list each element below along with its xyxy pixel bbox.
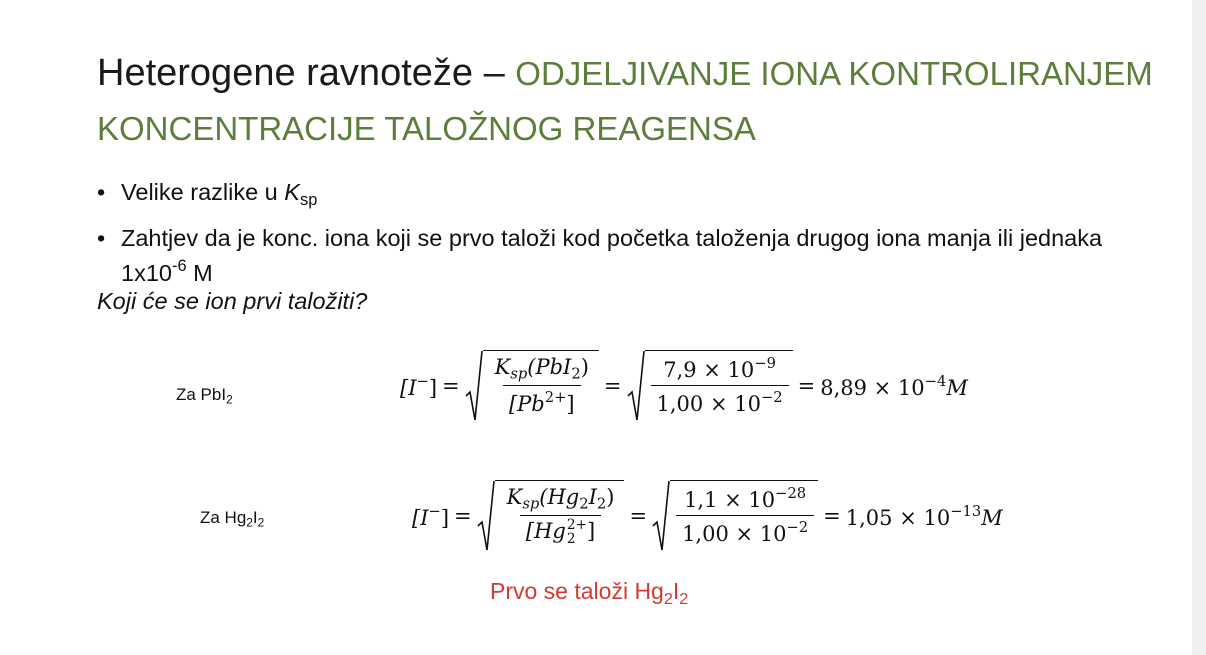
ion-concentration: [I−]: [412, 502, 450, 530]
sqrt-values: $\frac{1,1 \times 10^{-28}}{1,00 \times 10^{-2}}$: [652, 480, 818, 552]
sqrt-ksp: $\frac{K_{sp}(PbI_2)}{[Pb^{2+}]}$: [465, 350, 599, 422]
result-pbi2: $8,89 \times 10^{-4}M$: [820, 372, 968, 400]
conclusion: Prvo se taloži $Hg_2I_2$: [490, 578, 689, 608]
bullet-requirement: • Zahtjev da je konc. iona koji se prvo taloži kod početka taloženja drugog iona manja ili jednaka $1x10^{-6}$ M: [97, 224, 1103, 286]
bullet-list: [97, 178, 1117, 297]
radical-icon: [477, 480, 495, 552]
question: Koji će se ion prvi taložiti?: [97, 288, 368, 314]
radical-icon: [627, 350, 645, 422]
label-pbi2: Za PbI$_2$: [176, 385, 233, 407]
equation-hg2i2: [I−] = $K_{sp}(Hg_2I_2)$ [Hg 2+ 2 ] = $\frac{1,1 \times 10^{-28}}{1,00 \times 10^{-2}}$ = $1,05 \times 10^{-13}M$: [412, 480, 1003, 552]
bullet-ksp: • Velike razlike u $K_{sp}$: [97, 179, 318, 209]
title-accent: ODJELJIVANJE IONA KONTROLIRANJEM KONCENTRACIJE TALOŽNOG REAGENSA: [97, 55, 1153, 147]
bullet-dot-icon: •: [97, 224, 106, 251]
result-hg2i2: $1,05 \times 10^{-13}M$: [845, 502, 1003, 530]
title-plain: Heterogene ravnoteže –: [97, 52, 516, 94]
label-hg2i2: Za $Hg_2I_2$: [200, 508, 265, 530]
slide-title: [97, 46, 1157, 156]
sqrt-values: $\frac{7,9 \times 10^{-9}}{1,00 \times 10^{-2}}$: [627, 350, 793, 422]
bullet-dot-icon: •: [97, 179, 106, 205]
ion-concentration: [I−]: [400, 372, 438, 400]
radical-icon: [465, 350, 483, 422]
radical-icon: [652, 480, 670, 552]
equation-pbi2: [I−] = $\frac{K_{sp}(PbI_2)}{[Pb^{2+}]}$ = $\frac{7,9 \times 10^{-9}}{1,00 \times 10^{-2}}$ = $8,89 \times 10^{-4}M$: [400, 350, 968, 422]
viewer-gutter: [1192, 0, 1206, 655]
sqrt-ksp: $K_{sp}(Hg_2I_2)$ [Hg 2+ 2 ]: [477, 480, 625, 552]
